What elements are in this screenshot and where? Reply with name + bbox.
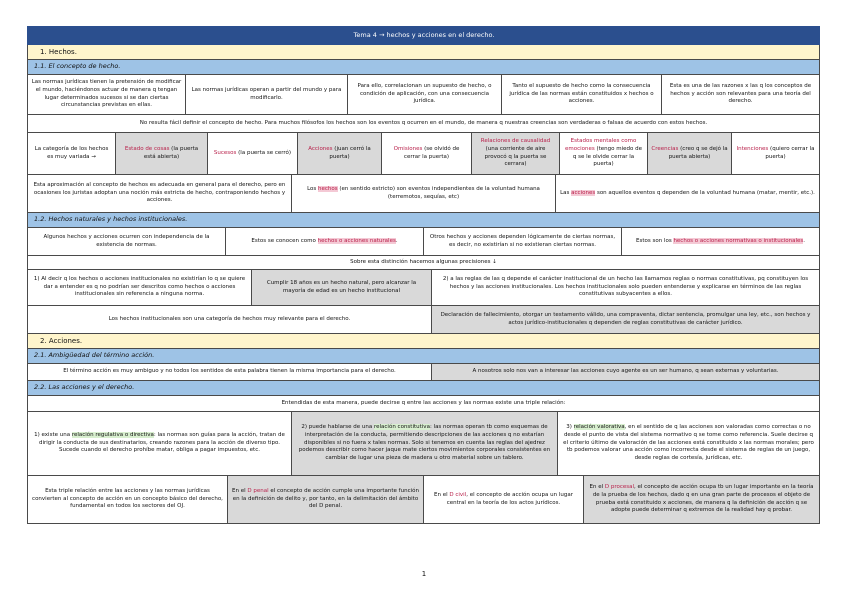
term-valorativa: relación valorativa [573, 423, 625, 430]
text-cell: No resulta fácil definir el concepto de hecho. Para muchos filósofos los hechos son los eventos q ocurren en el mundo, de manera q nuestras creencias son verdaderas o falsas de acuerdo con estos hechos. [139, 119, 708, 126]
text-cell: A nosotros solo nos van a interesar las acciones cuyo agente es un ser humano, q sean externas y voluntarias. [432, 364, 819, 380]
document-page [27, 26, 820, 524]
row-hechos-acciones [27, 175, 820, 213]
text-cell: 1) Al decir q los hechos o acciones institucionales no existirían lo q se quiere dar a entender es q no podrían ser descritos como hechos o acciones institucionales sin referencia a ninguna norma. [28, 270, 252, 305]
text-cell: Las normas jurídicas tienen la pretensión de modificar el mundo, haciéndonos actuar de manera q tengan lugar determinados sucesos si se dan ciertas circunstancias previstas en ellas. [28, 75, 186, 114]
subsection-1-2-header [27, 213, 820, 228]
text-cell: Esta es una de las razones x las q los conceptos de hechos y acción son relevantes para una teoría del derecho. [669, 82, 812, 105]
subsection-heading: 1.2. Hechos naturales y hechos institucionales. [28, 213, 819, 227]
example-cell: Declaración de fallecimiento, otorgar un testamento válido, una compraventa, dictar sentencia, promulgar una ley, etc., son hechos y actos jurídico-institucionales q dependen de reglas constitutivas de carácter jurídico. [432, 306, 819, 333]
row-categories [27, 133, 820, 175]
category-term: Sucesos [213, 149, 237, 156]
text-cell: Otros hechos y acciones dependen lógicamente de ciertas normas, es decir, no existirían si no existieran ciertas normas. [424, 228, 622, 255]
subsection-heading: 2.2. Las acciones y el derecho. [28, 381, 819, 395]
term-regulativa: relación regulativa o directiva [71, 431, 154, 438]
term-naturales: hechos o acciones naturales [317, 237, 396, 244]
text-cell: Las normas jurídicas operan a partir del mundo y para modificarlo. [186, 75, 348, 114]
section-heading: 2. Acciones. [28, 334, 819, 348]
category-example: (una corriente de aire provocó q la puerta se cerrara) [484, 145, 547, 168]
text-cell: Las acciones son aquellos eventos q dependen de la voluntad humana (matar, mentir, etc.). [560, 189, 815, 196]
category-example: (tengo miedo de q se le olvide cerrar la puerta) [572, 145, 643, 168]
subsection-2-1-header [27, 349, 820, 364]
term-acciones: acciones [571, 189, 596, 196]
term-d-penal: D penal [247, 487, 269, 494]
category-example: (la puerta se cerró) [236, 149, 292, 156]
category-example: (juan cerró la puerta) [329, 145, 371, 160]
subsection-2-2-header [27, 381, 820, 396]
text-cell: Esta triple relación entre las acciones y las normas jurídicas convierten al concepto de acción en un concepto básico del derecho, fundamental en todos los sectores del OJ. [28, 476, 228, 523]
text-cell: Los hechos (en sentido estricto) son eventos independientes de la voluntad humana (terremotos, sequías, etc) [292, 175, 556, 212]
row-precisiones [27, 256, 820, 270]
subsection-heading: 1.1. El concepto de hecho. [28, 60, 819, 74]
row-sectores [27, 476, 820, 524]
category-term: Creencias [651, 145, 679, 152]
text-cell: Sobre esta distinción hacemos algunas precisiones ↓ [350, 258, 497, 265]
relation-valorativa: 3) relación valorativa, en el sentido de q las acciones son valoradas como correctas o no desde el punto de vista del sistema normativo q se tome como referencia. Suele decirse q el criterio último de valoración de las acciones está constituido x las normas morales; pero tb podemos valorar una acción como incorrecta desde el sistema de reglas de un juego, desde reglas de cortesía, jurídicas, etc. [563, 423, 814, 462]
page-number: 1 [421, 570, 427, 578]
category-term: Intenciones [736, 145, 769, 152]
subsection-heading: 2.1. Ambigüedad del término acción. [28, 349, 819, 363]
category-example: (quiero cerrar la puerta) [765, 145, 815, 160]
category-cell [560, 133, 648, 174]
sector-penal: En el D penal el concepto de acción cumple una importante función en la definición de delito y, por tanto, en la delimitación del ámbito del D penal. [228, 476, 424, 523]
text-cell: Estos son los hechos o acciones normativas o institucionales. [635, 237, 805, 244]
title-row [27, 26, 820, 45]
term-d-civil: D civil [449, 491, 467, 498]
category-term: Relaciones de causalidad [480, 137, 551, 144]
row-definition [27, 115, 820, 133]
row-concept [27, 75, 820, 115]
row-institucional-detail [27, 270, 820, 306]
category-cell [648, 133, 732, 174]
relation-regulativa: 1) existe una relación regulativa o directiva: las normas son guías para la acción, tratan de dirigir la conducta de sus destinatarios, creando razones para la acción de diverso tipo. Sucede cuando el derecho prohíbe matar, obliga a pagar impuestos, etc. [28, 412, 292, 475]
category-cell [116, 133, 208, 174]
relation-constitutiva: 2) puede hablarse de una relación constitutiva: las normas operan tb como esquemas de interpretación de la conducta, permitiendo descripciones de las acciones q no estarían disponibles si no fuera x tales normas. Solo si tenemos en cuenta las reglas del ajedrez podemos describir como hacer jaque mate ciertos movimientos corporales consistentes en cambiar de lugar una pieza de madera u otro material sobre un tablero. [292, 412, 558, 475]
categories-lead: La categoría de los hechos es muy variada → [28, 133, 116, 174]
text-cell: Algunos hechos y acciones ocurren con independencia de la existencia de normas. [28, 228, 226, 255]
category-term: Omisiones [393, 145, 423, 152]
text-cell: Los hechos institucionales son una categoría de hechos muy relevante para el derecho. [28, 306, 432, 333]
category-term: Estado de cosas [124, 145, 170, 152]
row-institucional-relevance [27, 306, 820, 334]
document-title: Tema 4 → hechos y acciones en el derecho. [28, 27, 819, 44]
row-natural-institucional [27, 228, 820, 256]
example-cell: Cumplir 18 años es un hecho natural, pero alcanzar la mayoría de edad es un hecho institucional [252, 270, 432, 305]
term-d-procesal: D procesal [604, 483, 635, 490]
category-example: (creo q se dejó la puerta abierta) [668, 145, 728, 160]
text-cell: Estos se conocen como hechos o acciones naturales. [226, 228, 424, 255]
text-cell: Esta aproximación al concepto de hechos es adecuada en general para el derecho, pero en ocasiones los juristas adoptan una noción más estricta de hecho, contraponiendo hechos y acciones. [28, 175, 292, 212]
row-ambiguedad [27, 364, 820, 381]
subsection-1-1-header [27, 60, 820, 75]
category-term: Acciones [308, 145, 333, 152]
text-cell: 2) a las reglas de las q depende el carácter institucional de un hecho las llamamos reglas o normas constitutivas, pq constituyen los hechos y las acciones institucionales. Los hechos institucionales solo pueden entenderse y explicarse en términos de las reglas constitutivas subyacentes a ellos. [442, 275, 809, 298]
row-triple-intro [27, 396, 820, 412]
category-term: Estados mentales como emociones [564, 137, 637, 152]
text-cell: Tanto el supuesto de hecho como la consecuencia jurídica de las normas están constituidos x hechos o acciones. [502, 75, 662, 114]
category-cell [298, 133, 382, 174]
category-example: (se olvidó de cerrar la puerta) [403, 145, 460, 160]
section-heading: 1. Hechos. [28, 45, 819, 59]
section-2-header [27, 334, 820, 349]
section-1-header [27, 45, 820, 60]
sector-civil: En el D civil, el concepto de acción ocupa un lugar central en la teoría de los actos jurídicos. [424, 476, 584, 523]
category-cell [472, 133, 560, 174]
text-cell: Para ello, correlacionan un supuesto de hecho, o condición de aplicación, con una consecuencia jurídica. [348, 75, 502, 114]
category-cell [208, 133, 298, 174]
text-cell: El término acción es muy ambiguo y no todos los sentidos de esta palabra tienen la misma importancia para el derecho. [28, 364, 432, 380]
category-cell [732, 133, 819, 174]
text-cell: Entendidas de esta manera, puede decirse q entre las acciones y las normas existe una triple relación: [281, 399, 566, 406]
sector-procesal: En el D procesal, el concepto de acción ocupa tb un lugar importante en la teoría de la prueba de los hechos, dado q en una gran parte de procesos el objeto de prueba está constituido x acciones, de manera q la definición de acción q se adopte puede determinar q extremos de la realidad hay q probar. [584, 476, 819, 523]
term-constitutiva: relación constitutiva [373, 423, 430, 430]
term-hechos: hechos [318, 185, 338, 192]
category-example: (la puerta está abierta) [143, 145, 199, 160]
row-triple-relation [27, 412, 820, 476]
category-cell [382, 133, 472, 174]
term-institucionales: hechos o acciones normativas o institucionales [673, 237, 804, 244]
